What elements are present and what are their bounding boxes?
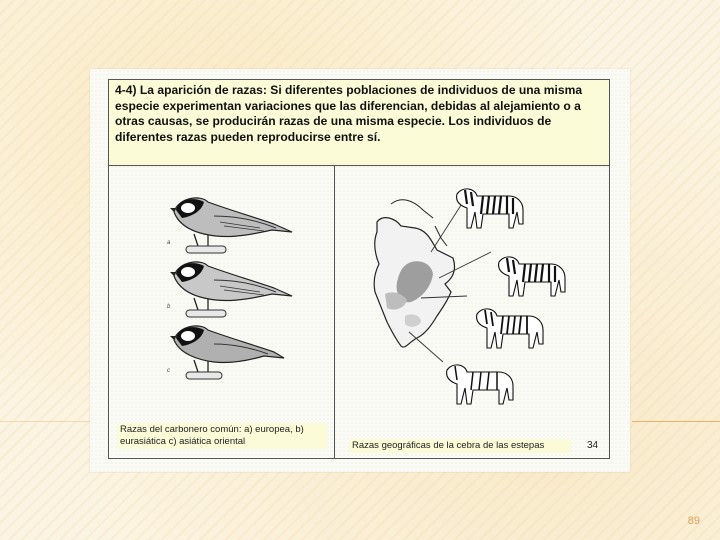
bird-figure-caption: Razas del carbonero común: a) europea, b) eurasiática c) asiática oriental: [117, 423, 327, 449]
zebra-4-drawing: [447, 365, 513, 404]
bird-label-c: c: [167, 368, 170, 374]
heading-text: Si diferentes poblaciones de individuos de una misma especie experimentan variaciones que las diferencian, debidas al alejamiento o a otras causas, se producirán razas de una misma especie. Los individuos de diferentes razas pueden reproducirse entre sí.: [115, 83, 583, 144]
bird-c-drawing: [170, 326, 284, 379]
bird-label-b: b: [167, 304, 171, 310]
zebra-map-illustration: [335, 166, 609, 436]
zebra-2-drawing: [499, 257, 565, 296]
bird-label-a: a: [167, 240, 171, 246]
slide-rule-left: [0, 421, 90, 422]
bird-illustrations: [109, 166, 334, 426]
slide-page-number: 89: [687, 515, 700, 527]
bird-a-drawing: [170, 198, 292, 253]
africa-map-outline: [374, 200, 454, 347]
zebra-3-drawing: [477, 309, 543, 348]
zebra-figure-caption: Razas geográficas de la cebra de las estepas: [349, 439, 571, 453]
heading-label: 4-4) La aparición de razas:: [115, 83, 267, 97]
document-heading-box: [109, 80, 609, 166]
document-frame: [108, 79, 610, 459]
document-page-reference: 34: [587, 440, 599, 451]
bird-b-drawing: [170, 262, 292, 317]
slide-accent-rule: [632, 421, 720, 422]
zebra-1-drawing: [457, 189, 523, 228]
